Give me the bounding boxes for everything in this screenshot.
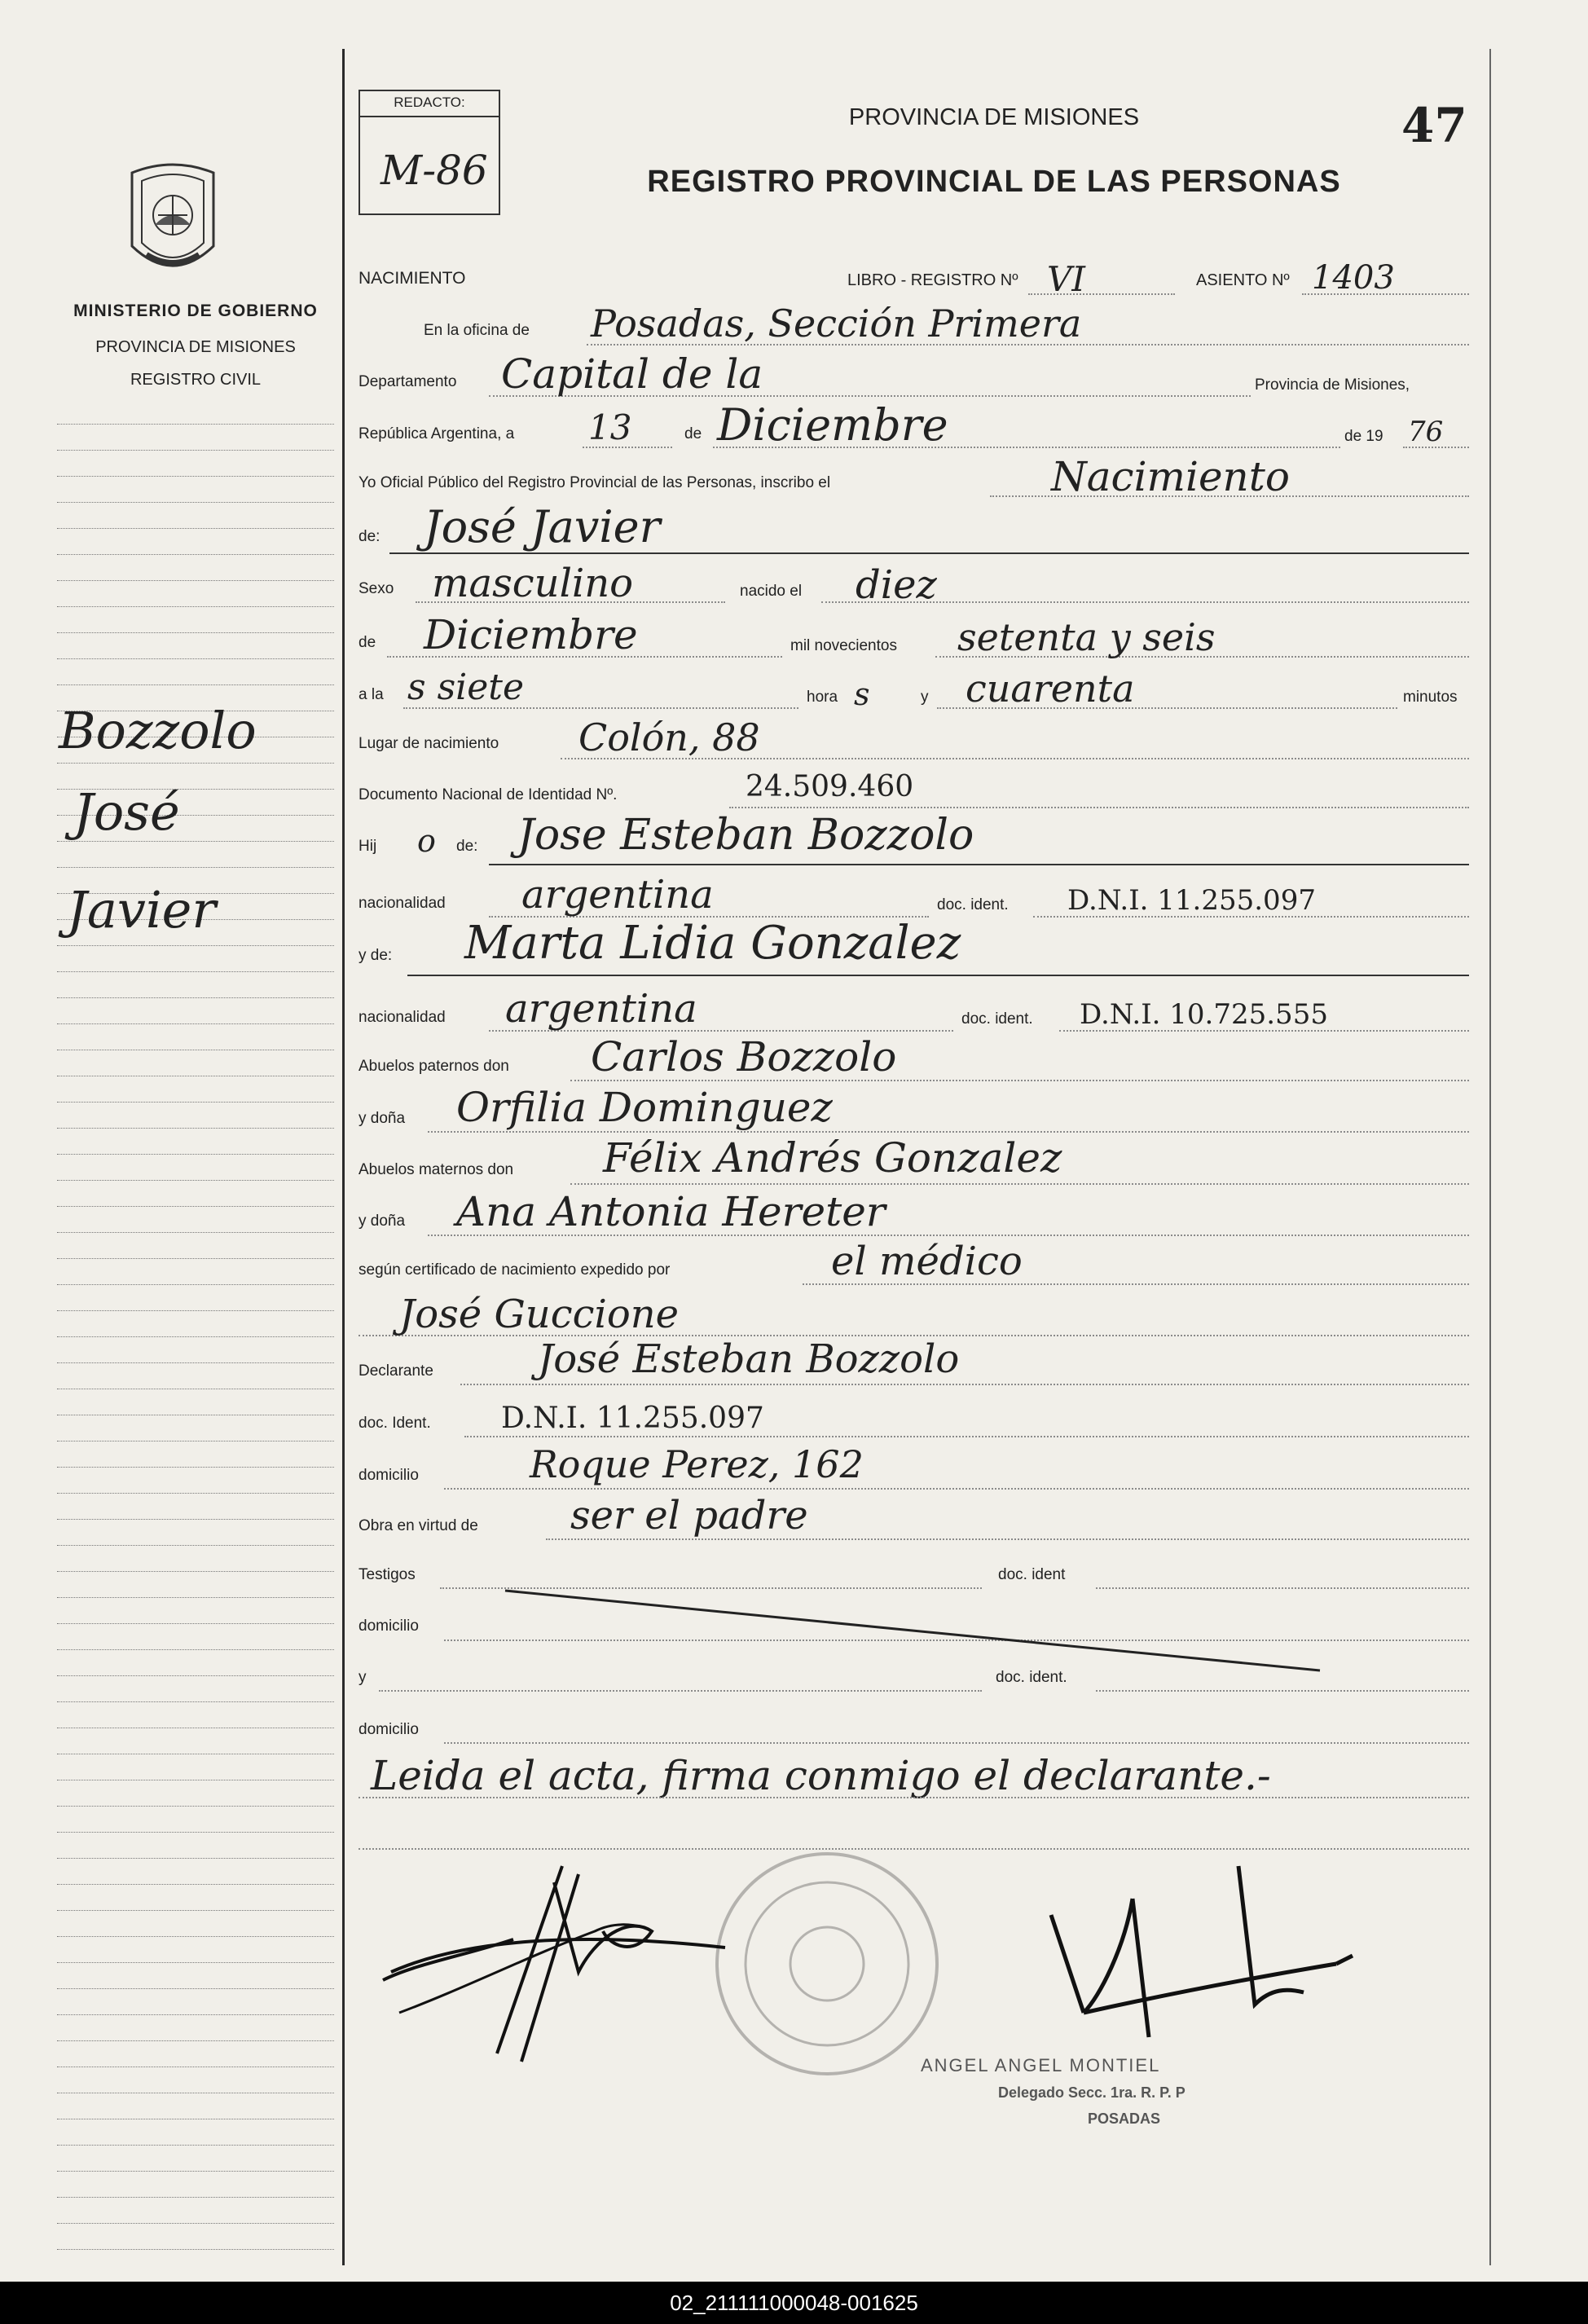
margin-rule <box>57 2249 334 2250</box>
margin-rule <box>57 1701 334 1702</box>
margin-rule <box>57 2197 334 2198</box>
padre-doc-label: doc. ident. <box>937 896 1009 913</box>
margin-rule <box>57 2223 334 2224</box>
margin-rule <box>57 528 334 529</box>
madre-line <box>407 975 1469 976</box>
a-la-label: a la <box>359 686 384 703</box>
testigos-doc-label: doc. ident <box>998 1566 1066 1583</box>
domicilio-value: Roque Perez, 162 <box>530 1442 864 1486</box>
margin-rule <box>57 1336 334 1337</box>
act-type-label: NACIMIENTO <box>359 269 466 288</box>
margin-rule <box>57 867 334 868</box>
abuelo-paterno-value: Carlos Bozzolo <box>591 1033 897 1081</box>
official-signature <box>994 1850 1483 2086</box>
libro-label: LIBRO - REGISTRO Nº <box>847 271 1018 289</box>
testigo2-domicilio-label: domicilio <box>359 1721 419 1738</box>
margin-rule <box>57 1232 334 1233</box>
obra-line <box>546 1538 1469 1540</box>
departamento-label: Departamento <box>359 373 457 390</box>
margin-rule <box>57 1884 334 1885</box>
padre-value: Jose Esteban Bozzolo <box>517 811 974 860</box>
hij-label: Hij <box>359 838 377 855</box>
margin-rule <box>57 2014 334 2015</box>
horas-label: hora <box>807 689 838 706</box>
margin-rule <box>57 1623 334 1624</box>
margin-rule <box>57 1832 334 1833</box>
margin-border-left <box>342 49 345 2265</box>
abuela-paterna-label: y doña <box>359 1110 406 1127</box>
margin-rule <box>57 1154 334 1155</box>
mil-value: setenta y seis <box>957 615 1216 659</box>
testigo2-doc-line <box>1096 1690 1469 1692</box>
margin-rule <box>57 1519 334 1520</box>
testigo2-domicilio-line <box>444 1742 1469 1744</box>
testigo2-doc-label: doc. ident. <box>996 1669 1067 1686</box>
margin-rule <box>57 1467 334 1468</box>
margin-note-first: José <box>73 782 180 842</box>
testigos-label: Testigos <box>359 1566 416 1583</box>
declarante-doc-value: D.N.I. 11.255.097 <box>501 1402 764 1435</box>
margin-rule <box>57 1545 334 1546</box>
oficial-value: Nacimiento <box>1051 453 1290 500</box>
margin-rule <box>57 1310 334 1311</box>
margin-rule <box>57 1571 334 1572</box>
madre-nacionalidad-value: argentina <box>505 986 697 1032</box>
margin-rule <box>57 1258 334 1259</box>
madre-doc-value: D.N.I. 10.725.555 <box>1080 998 1328 1031</box>
stamp-name: ANGEL ANGEL MONTIEL <box>921 2055 1161 2075</box>
seal-text <box>0 0 10 1</box>
padre-line <box>489 864 1469 865</box>
margin-note-second: Javier <box>67 880 217 940</box>
margin-rule <box>57 1023 334 1024</box>
margin-rule <box>57 1962 334 1963</box>
dni-line <box>729 807 1469 808</box>
margin-rule <box>57 450 334 451</box>
dni-label: Documento Nacional de Identidad Nº. <box>359 786 618 803</box>
margin-rule <box>57 1128 334 1129</box>
de-nombre-label: de: <box>359 528 381 545</box>
declarante-doc-line <box>464 1436 1469 1437</box>
oficina-label: En la oficina de <box>424 322 530 339</box>
padre-doc-value: D.N.I. 11.255.097 <box>1067 884 1316 917</box>
asiento-label: ASIENTO Nº <box>1196 271 1290 289</box>
de-label: de <box>684 425 702 442</box>
nombre-value: José Javier <box>424 501 661 552</box>
abuela-materna-value: Ana Antonia Hereter <box>456 1188 886 1235</box>
leida-line <box>359 1797 1469 1798</box>
asiento-value: 1403 <box>1312 259 1395 297</box>
margin-rule <box>57 1858 334 1859</box>
minutos-label: minutos <box>1403 689 1458 706</box>
margin-rule <box>57 1180 334 1181</box>
testigo2-line <box>379 1690 982 1692</box>
dni-value: 24.509.460 <box>746 770 914 803</box>
mil-label: mil novecientos <box>790 637 897 654</box>
margin-rule <box>57 2171 334 2172</box>
margin-rule <box>57 971 334 972</box>
libro-value: VI <box>1047 259 1085 299</box>
dia-value: 13 <box>588 407 632 447</box>
redacto-box <box>359 90 500 215</box>
padre-nacionalidad-value: argentina <box>521 872 714 918</box>
margin-rule <box>57 502 334 503</box>
margin-rule <box>57 1988 334 1989</box>
madre-value: Marta Lidia Gonzalez <box>464 917 961 970</box>
nombre-line <box>389 552 1469 554</box>
margin-rule <box>57 1597 334 1598</box>
oficial-label: Yo Oficial Público del Registro Provincial de las Personas, inscribo el <box>359 474 831 491</box>
declarante-line <box>460 1384 1469 1385</box>
margin-note-surname: Bozzolo <box>59 701 257 760</box>
margin-rule <box>57 632 334 633</box>
declarante-value: José Esteban Bozzolo <box>538 1336 960 1382</box>
domicilio-line <box>444 1488 1469 1490</box>
header-registry: REGISTRO PROVINCIAL DE LAS PERSONAS <box>647 165 1341 199</box>
a-la-value: s siete <box>407 667 524 708</box>
margin-rule <box>57 1649 334 1650</box>
leida-value: Leida el acta, firma conmigo el declarante.- <box>371 1752 1271 1799</box>
abuela-paterna-value: Orfilia Dominguez <box>456 1084 833 1131</box>
madre-doc-label: doc. ident. <box>961 1010 1033 1028</box>
stamp-role: Delegado Secc. 1ra. R. P. P <box>998 2084 1186 2101</box>
testigo2-y-label: y <box>359 1669 367 1686</box>
margin-rule <box>57 1206 334 1207</box>
y-label: y <box>921 689 929 706</box>
margin-rule <box>57 476 334 477</box>
margin-rule <box>57 997 334 998</box>
margin-rule <box>57 1936 334 1937</box>
abuelo-materno-line <box>570 1183 1469 1185</box>
domicilio-label: domicilio <box>359 1467 419 1484</box>
header-province: PROVINCIA DE MISIONES <box>848 104 1140 130</box>
ministry-title: MINISTERIO DE GOBIERNO <box>73 302 318 320</box>
declarant-signature <box>367 1850 823 2086</box>
abuela-materna-label: y doña <box>359 1213 406 1230</box>
abuelos-paternos-label: Abuelos paternos don <box>359 1058 509 1075</box>
margin-rule <box>57 1362 334 1363</box>
margin-rule <box>57 424 334 425</box>
certificado-label: según certificado de nacimiento expedido por <box>359 1261 671 1279</box>
margin-rule <box>57 580 334 581</box>
margin-rule <box>57 658 334 659</box>
abuelos-maternos-label: Abuelos maternos don <box>359 1161 514 1178</box>
margin-rule <box>57 1102 334 1103</box>
margin-border-right <box>1489 49 1491 2265</box>
medico-value: José Guccione <box>399 1292 680 1337</box>
margin-rule <box>57 1284 334 1285</box>
stamp-city: POSADAS <box>1088 2111 1161 2127</box>
nacido-mes-value: Diciembre <box>424 611 638 658</box>
margin-rule <box>57 763 334 764</box>
provincia-label: Provincia de Misiones, <box>1255 376 1410 394</box>
lugar-value: Colón, 88 <box>578 715 760 759</box>
page-number: 47 <box>1401 98 1467 153</box>
redacto-label: REDACTO: <box>394 95 465 110</box>
witness-cancel-line <box>489 1581 1353 1679</box>
de-mes-label: de <box>359 634 376 651</box>
margin-rule <box>57 1493 334 1494</box>
sexo-label: Sexo <box>359 580 394 597</box>
ministry-registry: REGISTRO CIVIL <box>130 371 262 389</box>
margin-rule <box>57 1675 334 1676</box>
horas-suffix: s <box>854 676 870 712</box>
madre-nacionalidad-label: nacionalidad <box>359 1009 446 1026</box>
abuela-paterna-line <box>428 1131 1469 1133</box>
margin-rule <box>57 1910 334 1911</box>
testigo1-domicilio-label: domicilio <box>359 1618 419 1635</box>
abuelo-materno-value: Félix Andrés Gonzalez <box>603 1134 1062 1182</box>
oficina-value: Posadas, Sección Primera <box>591 302 1082 346</box>
declarante-label: Declarante <box>359 1362 433 1380</box>
margin-rule <box>57 684 334 685</box>
certificado-value: el médico <box>831 1239 1023 1284</box>
margin-rule <box>57 2040 334 2041</box>
ministry-seal-icon <box>124 156 222 285</box>
obra-value: ser el padre <box>570 1493 808 1538</box>
nacido-label: nacido el <box>740 583 803 600</box>
padre-nacionalidad-label: nacionalidad <box>359 895 446 912</box>
margin-rule <box>57 945 334 946</box>
anio-value: 76 <box>1408 416 1444 448</box>
lugar-label: Lugar de nacimiento <box>359 735 499 752</box>
mes-value: Diciembre <box>717 399 948 451</box>
hij-suffix: o <box>417 823 436 859</box>
obra-label: Obra en virtud de <box>359 1517 478 1534</box>
redacto-divider <box>360 116 499 117</box>
nacido-value: diez <box>856 562 937 608</box>
margin-rule <box>57 2145 334 2146</box>
y-de-label: y de: <box>359 947 393 964</box>
republica-label: República Argentina, a <box>359 425 515 442</box>
footer-id: 02_211111000048-001625 <box>0 2282 1588 2324</box>
declarante-doc-label: doc. Ident. <box>359 1415 431 1432</box>
redacto-value: M-86 <box>381 147 488 194</box>
ministry-province: PROVINCIA DE MISIONES <box>95 338 296 356</box>
sexo-value: masculino <box>432 561 634 606</box>
margin-rule <box>57 1806 334 1807</box>
anio-label: de 19 <box>1344 428 1383 445</box>
hij-de-label: de: <box>456 838 478 855</box>
minutos-value: cuarenta <box>966 667 1135 711</box>
margin-rule <box>57 606 334 607</box>
margin-rule <box>57 554 334 555</box>
departamento-value: Capital de la <box>501 350 763 398</box>
